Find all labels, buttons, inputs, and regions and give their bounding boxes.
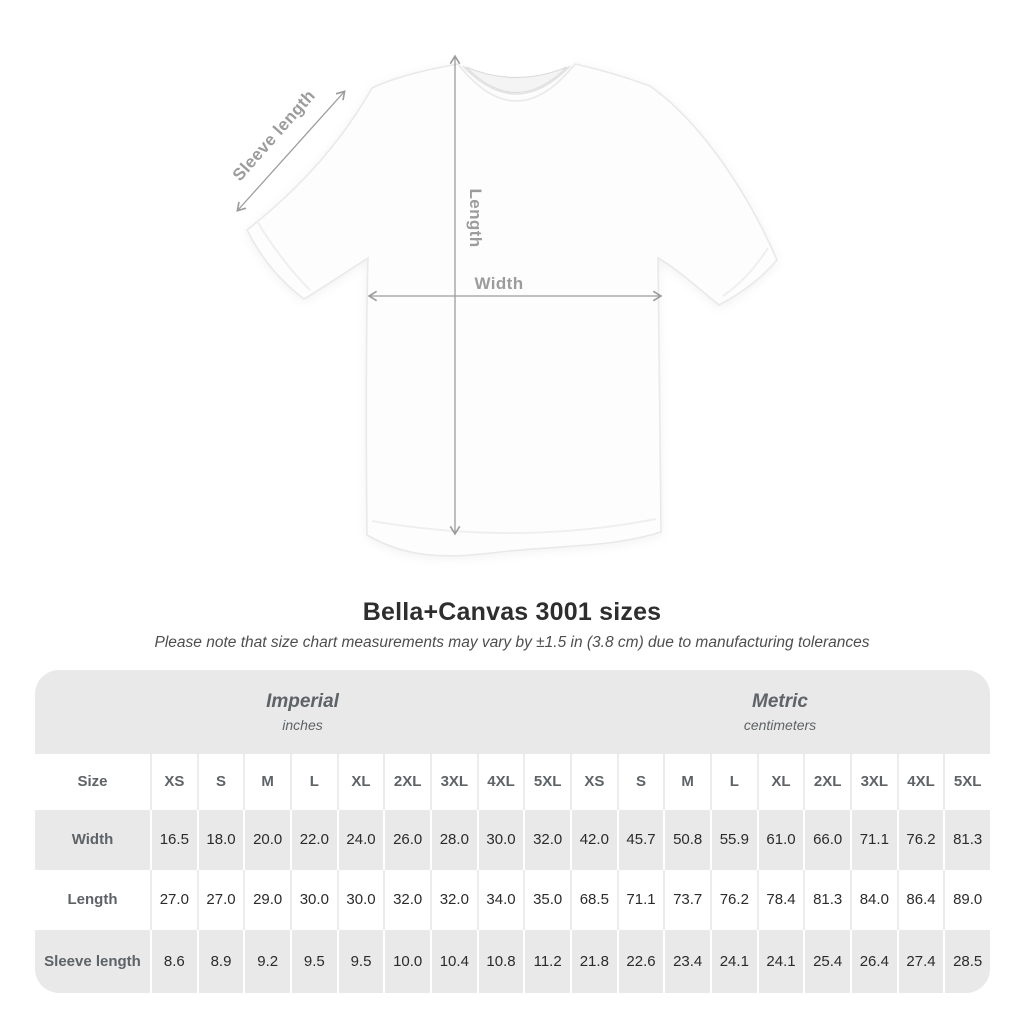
size-col-header-metric-xl: XL bbox=[757, 754, 804, 810]
value-imperial: 27.0 bbox=[197, 870, 244, 930]
value-imperial: 29.0 bbox=[243, 870, 290, 930]
value-metric: 71.1 bbox=[617, 870, 664, 930]
value-metric: 78.4 bbox=[757, 870, 804, 930]
value-metric: 76.2 bbox=[710, 870, 757, 930]
value-imperial: 8.9 bbox=[197, 930, 244, 993]
value-imperial: 9.5 bbox=[337, 930, 384, 993]
value-metric: 86.4 bbox=[897, 870, 944, 930]
value-metric: 50.8 bbox=[663, 810, 710, 870]
value-metric: 26.4 bbox=[850, 930, 897, 993]
value-metric: 76.2 bbox=[897, 810, 944, 870]
length-label: Length bbox=[466, 188, 485, 248]
value-imperial: 34.0 bbox=[477, 870, 524, 930]
value-imperial: 24.0 bbox=[337, 810, 384, 870]
value-imperial: 26.0 bbox=[383, 810, 430, 870]
metric-title: Metric bbox=[752, 691, 808, 713]
size-col-header-metric-l: L bbox=[710, 754, 757, 810]
value-metric: 84.0 bbox=[850, 870, 897, 930]
size-col-header-imperial-3xl: 3XL bbox=[430, 754, 477, 810]
value-imperial: 30.0 bbox=[290, 870, 337, 930]
value-imperial: 22.0 bbox=[290, 810, 337, 870]
table-row-sleeve-length bbox=[35, 930, 990, 993]
value-imperial: 18.0 bbox=[197, 810, 244, 870]
value-metric: 81.3 bbox=[803, 870, 850, 930]
size-col-header-imperial-m: M bbox=[243, 754, 290, 810]
row-label: Length bbox=[67, 891, 118, 909]
value-metric: 66.0 bbox=[803, 810, 850, 870]
value-metric: 27.4 bbox=[897, 930, 944, 993]
page-title: Bella+Canvas 3001 sizes bbox=[362, 598, 662, 626]
size-header-cell: Size bbox=[77, 773, 108, 791]
value-imperial: 27.0 bbox=[150, 870, 197, 930]
size-col-header-metric-m: M bbox=[663, 754, 710, 810]
imperial-section-header bbox=[35, 670, 570, 754]
value-metric: 81.3 bbox=[943, 810, 990, 870]
tolerance-note: Please note that size chart measurements may vary by ±1.5 in (3.8 cm) due to manufacturing tolerances bbox=[154, 634, 870, 651]
size-col-header-imperial-4xl: 4XL bbox=[477, 754, 524, 810]
value-metric: 24.1 bbox=[710, 930, 757, 993]
value-imperial: 11.2 bbox=[523, 930, 570, 993]
metric-section-header bbox=[570, 670, 990, 754]
size-col-header-metric-xs: XS bbox=[570, 754, 617, 810]
value-metric: 25.4 bbox=[803, 930, 850, 993]
value-imperial: 30.0 bbox=[477, 810, 524, 870]
value-metric: 68.5 bbox=[570, 870, 617, 930]
value-imperial: 20.0 bbox=[243, 810, 290, 870]
size-col-header-imperial-s: S bbox=[197, 754, 244, 810]
value-metric: 23.4 bbox=[663, 930, 710, 993]
value-imperial: 10.8 bbox=[477, 930, 524, 993]
value-imperial: 9.5 bbox=[290, 930, 337, 993]
value-metric: 22.6 bbox=[617, 930, 664, 993]
size-col-header-metric-4xl: 4XL bbox=[897, 754, 944, 810]
imperial-unit: inches bbox=[282, 716, 323, 733]
size-col-header-imperial-5xl: 5XL bbox=[523, 754, 570, 810]
width-label: Width bbox=[474, 274, 524, 293]
value-metric: 89.0 bbox=[943, 870, 990, 930]
size-col-header-metric-3xl: 3XL bbox=[850, 754, 897, 810]
size-col-header-metric-2xl: 2XL bbox=[803, 754, 850, 810]
imperial-title: Imperial bbox=[266, 691, 339, 713]
table-row-length bbox=[35, 870, 990, 930]
value-metric: 21.8 bbox=[570, 930, 617, 993]
value-imperial: 10.0 bbox=[383, 930, 430, 993]
table-row-width bbox=[35, 810, 990, 870]
size-col-header-metric-s: S bbox=[617, 754, 664, 810]
sleeve-length-label: Sleeve length bbox=[228, 86, 320, 185]
metric-unit: centimeters bbox=[743, 716, 817, 733]
value-imperial: 9.2 bbox=[243, 930, 290, 993]
value-metric: 24.1 bbox=[757, 930, 804, 993]
value-imperial: 32.0 bbox=[383, 870, 430, 930]
value-metric: 61.0 bbox=[757, 810, 804, 870]
size-col-header-metric-5xl: 5XL bbox=[943, 754, 990, 810]
value-metric: 28.5 bbox=[943, 930, 990, 993]
value-imperial: 10.4 bbox=[430, 930, 477, 993]
row-label: Width bbox=[71, 831, 114, 849]
tshirt-illustration bbox=[247, 64, 777, 556]
value-imperial: 30.0 bbox=[337, 870, 384, 930]
value-imperial: 28.0 bbox=[430, 810, 477, 870]
row-label: Sleeve length bbox=[44, 952, 141, 970]
size-col-header-imperial-2xl: 2XL bbox=[383, 754, 430, 810]
value-imperial: 8.6 bbox=[150, 930, 197, 993]
value-metric: 71.1 bbox=[850, 810, 897, 870]
size-header-row bbox=[35, 754, 990, 810]
value-imperial: 32.0 bbox=[430, 870, 477, 930]
value-imperial: 32.0 bbox=[523, 810, 570, 870]
size-table bbox=[35, 670, 990, 993]
size-col-header-imperial-xl: XL bbox=[337, 754, 384, 810]
size-col-header-imperial-l: L bbox=[290, 754, 337, 810]
value-imperial: 16.5 bbox=[150, 810, 197, 870]
value-imperial: 35.0 bbox=[523, 870, 570, 930]
value-metric: 42.0 bbox=[570, 810, 617, 870]
value-metric: 55.9 bbox=[710, 810, 757, 870]
value-metric: 73.7 bbox=[663, 870, 710, 930]
size-col-header-imperial-xs: XS bbox=[150, 754, 197, 810]
value-metric: 45.7 bbox=[617, 810, 664, 870]
unit-banner-row bbox=[35, 670, 990, 754]
